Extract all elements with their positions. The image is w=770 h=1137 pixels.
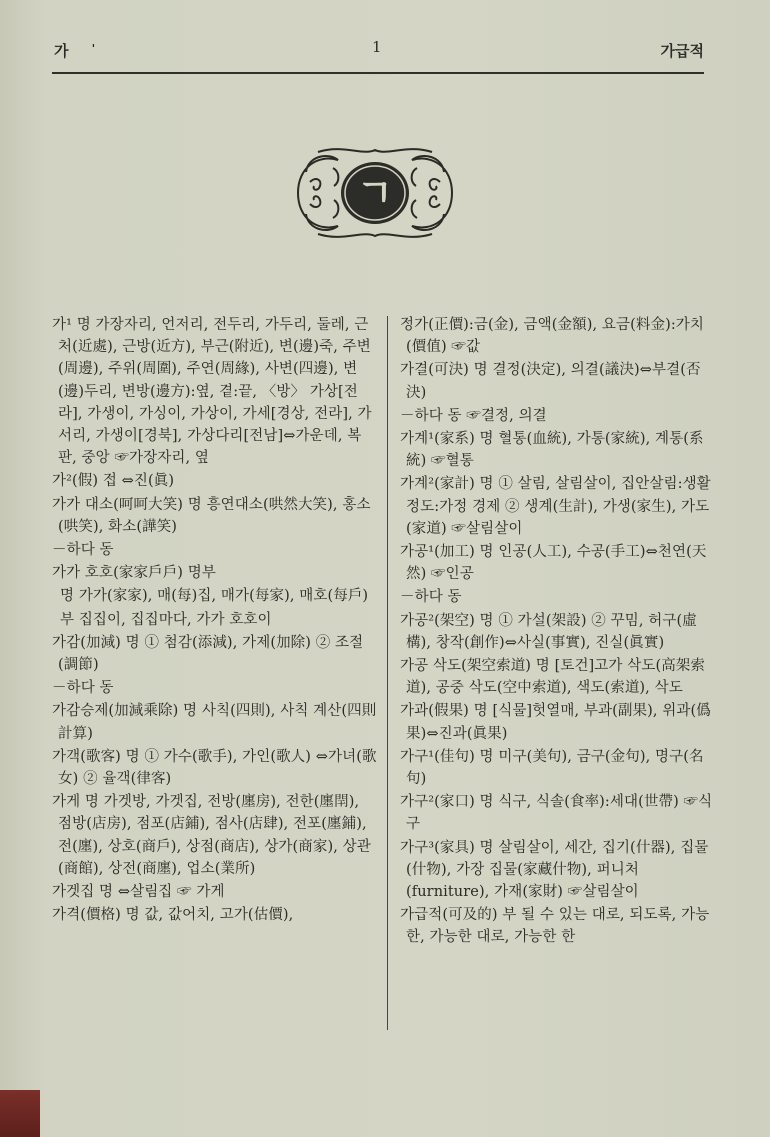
dictionary-entry: －하다 동 <box>400 589 462 606</box>
section-ornament-icon <box>288 142 462 244</box>
dictionary-entry: 가¹ 명 가장자리, 언저리, 전두리, 가두리, 둘레, 근처(近處), 근방(近方), 부근(附近), 변(邊)죽, 주변(周邊), 주위(周圍), 주연(周緣), 사변(四邊), 변(邊)두리, 변방(邊方):옆, 곁:끝, 〈방〉 가상[전라], 가생이, 가싱이, 가상이, 가세[경상, 전라], 가서리, 가생이[경북], 가상다리[전남]⇔가운데, 복판, 중앙 ☞가장자리, 옆 <box>52 317 372 467</box>
dictionary-entry: 가²(假) 접 ⇔진(眞) <box>52 473 175 490</box>
dictionary-entry: 가구²(家口) 명 식구, 식솔(食率):세대(世帶) ☞식구 <box>400 794 713 833</box>
book-spine-edge <box>0 1090 40 1137</box>
left-column <box>52 314 377 927</box>
dictionary-entry: 가과(假果) 명 [식물]헛열매, 부과(副果), 위과(僞果)⇔진과(眞果) <box>400 703 711 742</box>
dictionary-entry: 가계¹(家系) 명 혈통(血統), 가통(家統), 계통(系統) ☞혈통 <box>400 431 704 470</box>
header-right-guide: 가급적 <box>660 42 704 60</box>
section-letter: ㄱ <box>356 171 394 215</box>
dictionary-entry-continued: 정가(正價):금(金), 금액(金額), 요금(料金):가치(價值) ☞값 <box>400 317 705 356</box>
dictionary-entry: 가가 호호(家家戶戶) 명부 <box>52 565 216 582</box>
dictionary-entry: 가구¹(佳句) 명 미구(美句), 금구(金句), 명구(名句) <box>400 748 704 788</box>
dictionary-entry: 가감(加減) 명 ① 첨감(添減), 가제(加除) ② 조절(調節) <box>52 634 364 674</box>
dictionary-entry: 가가 대소(呵呵大笑) 명 흥연대소(哄然大笑), 홍소(哄笑), 화소(譁笑) <box>52 496 371 535</box>
dictionary-entry: 가공¹(加工) 명 인공(人工), 수공(手工)⇔천연(天然) ☞인공 <box>400 544 707 583</box>
column-divider <box>387 316 388 1030</box>
dictionary-entry: 가격(價格) 명 값, 값어치, 고가(估價), <box>52 907 294 924</box>
dictionary-entry: －하다 동 ☞결정, 의결 <box>400 407 547 424</box>
page-number: 1 <box>372 38 382 56</box>
dictionary-entry: 가결(可決) 명 결정(決定), 의결(議決)⇔부결(否決) <box>400 362 701 401</box>
dictionary-entry: －하다 동 <box>52 542 114 559</box>
dictionary-entry: －하다 동 <box>52 680 114 697</box>
dictionary-entry: 가감승제(加減乘除) 명 사칙(四則), 사칙 계산(四則計算) <box>52 703 377 742</box>
page-header <box>52 32 704 74</box>
dictionary-entry: 가구³(家具) 명 살림살이, 세간, 집기(什器), 집물(什物), 가장 집물(家藏什物), 퍼니처(furniture), 가재(家財) ☞살림살이 <box>400 839 709 901</box>
right-column <box>400 314 714 950</box>
dictionary-subentry: 명 가가(家家), 매(每)집, 매가(每家), 매호(每戶) <box>60 588 369 605</box>
header-left-guide: 가 ' <box>54 42 96 60</box>
dictionary-entry: 가객(歌客) 명 ① 가수(歌手), 가인(歌人) ⇔가녀(歌女) ② 율객(律客) <box>52 748 377 788</box>
dictionary-entry: 가공²(架空) 명 ① 가설(架設) ② 꾸밈, 허구(虛構), 창작(創作)⇔사실(事實), 진실(眞實) <box>400 612 697 651</box>
dictionary-entry: 가겟집 명 ⇔살림집 ☞ 가게 <box>52 884 225 901</box>
dictionary-entry: 가계²(家計) 명 ① 살림, 살림살이, 집안살림:생활 정도:가정 경제 ② 생계(生計), 가생(家生), 가도(家道) ☞살림살이 <box>400 476 711 537</box>
dictionary-entry: 가게 명 가겟방, 가겟집, 전방(廛房), 전한(廛閈), 점방(店房), 점포(店鋪), 점사(店肆), 전포(廛鋪), 전(廛), 상호(商戶), 상점(商店), 상가(商家), 상관(商館), 상전(商廛), 업소(業所) <box>52 794 371 877</box>
dictionary-entry: 가급적(可及的) 부 될 수 있는 대로, 되도록, 가능한, 가능한 대로, 가능한 한 <box>400 907 710 946</box>
dictionary-entry: 가공 삭도(架空索道) 명 [토건]고가 삭도(高架索道), 공중 삭도(空中索道), 색도(索道), 삭도 <box>400 658 705 697</box>
dictionary-subentry: 부 집집이, 집집마다, 가가 호호이 <box>60 611 272 628</box>
